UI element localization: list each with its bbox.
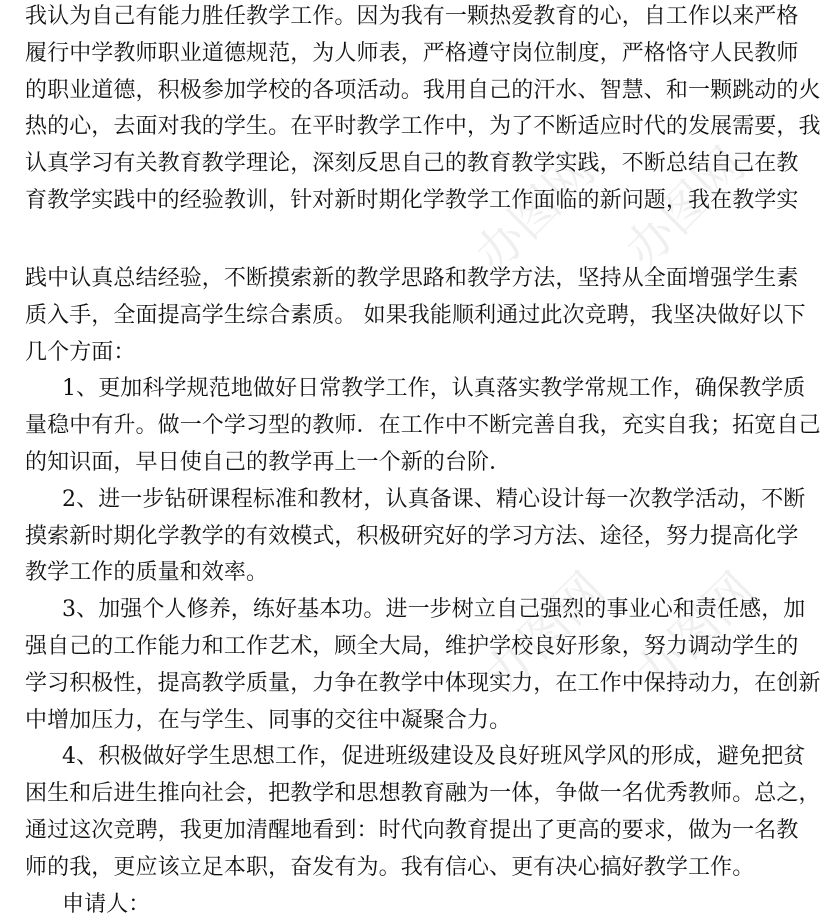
list-item-3: 3、加强个人修养，练好基本功。进一步树立自己强烈的事业心和责任感，加 bbox=[62, 597, 806, 622]
paragraph-line: 学习积极性，提高教学质量，力争在教学中体现实力，在工作中保持动力，在创新 bbox=[25, 671, 821, 696]
paragraph-line: 困生和后进生推向社会，把教学和思想教育融为一体，争做一名优秀教师。总之， bbox=[25, 781, 821, 806]
paragraph-line: 热的心，去面对我的学生。在平时教学工作中，为了不断适应时代的发展需要，我 bbox=[25, 114, 821, 139]
paragraph-line: 认真学习有关教育教学理论，深刻反思自己的教育教学实践，不断总结自己在教 bbox=[25, 151, 799, 176]
paragraph-line: 几个方面： bbox=[25, 340, 136, 365]
watermark: 办图网 bbox=[624, 561, 766, 704]
list-item-2: 2、进一步钻研课程标准和教材，认真备课、精心设计每一次教学活动，不断 bbox=[62, 487, 806, 512]
paragraph-line: 中增加压力，在与学生、同事的交往中凝聚合力。 bbox=[25, 708, 512, 733]
watermark: 办图网 bbox=[464, 141, 606, 284]
paragraph-line: 摸索新时期化学教学的有效模式，积极研究好的学习方法、途径，努力提高化学 bbox=[25, 524, 799, 549]
paragraph-line: 我认为自己有能力胜任教学工作。因为我有一颗热爱教育的心，自工作以来严格 bbox=[25, 4, 799, 29]
paragraph-line: 师的我，更应该立足本职，奋发有为。我有信心、更有决心搞好教学工作。 bbox=[25, 855, 755, 880]
watermark: 办图网 bbox=[474, 561, 616, 704]
list-item-1: 1、更加科学规范地做好日常教学工作，认真落实教学常规工作，确保教学质 bbox=[62, 376, 806, 401]
signature-label: 申请人： bbox=[62, 892, 151, 917]
paragraph-line: 量稳中有升。做一个学习型的教师．在工作中不断完善自我，充实自我；拓宽自己 bbox=[25, 413, 821, 438]
paragraph-line: 教学工作的质量和效率。 bbox=[25, 560, 269, 585]
watermark: 办图网 bbox=[614, 136, 756, 279]
paragraph-line: 践中认真总结经验，不断摸索新的教学思路和教学方法，坚持从全面增强学生素 bbox=[25, 266, 799, 291]
paragraph-line: 的职业道德，积极参加学校的各项活动。我用自己的汗水、智慧、和一颗跳动的火 bbox=[25, 78, 821, 103]
paragraph-line: 通过这次竞聘，我更加清醒地看到：时代向教育提出了更高的要求，做为一名教 bbox=[25, 818, 799, 843]
paragraph-line: 强自己的工作能力和工作艺术，顾全大局，维护学校良好形象，努力调动学生的 bbox=[25, 634, 799, 659]
paragraph-line: 育教学实践中的经验教训，针对新时期化学教学工作面临的新问题，我在教学实 bbox=[25, 188, 799, 213]
paragraph-line: 质入手，全面提高学生综合素质。 如果我能顺利通过此次竞聘，我坚决做好以下 bbox=[25, 303, 806, 328]
list-item-4: 4、积极做好学生思想工作，促进班级建设及良好班风学风的形成，避免把贫 bbox=[62, 744, 806, 769]
paragraph-line: 履行中学教师职业道德规范，为人师表，严格遵守岗位制度，严格恪守人民教师 bbox=[25, 41, 799, 66]
paragraph-line: 的知识面，早日使自己的教学再上一个新的台阶． bbox=[25, 450, 512, 475]
